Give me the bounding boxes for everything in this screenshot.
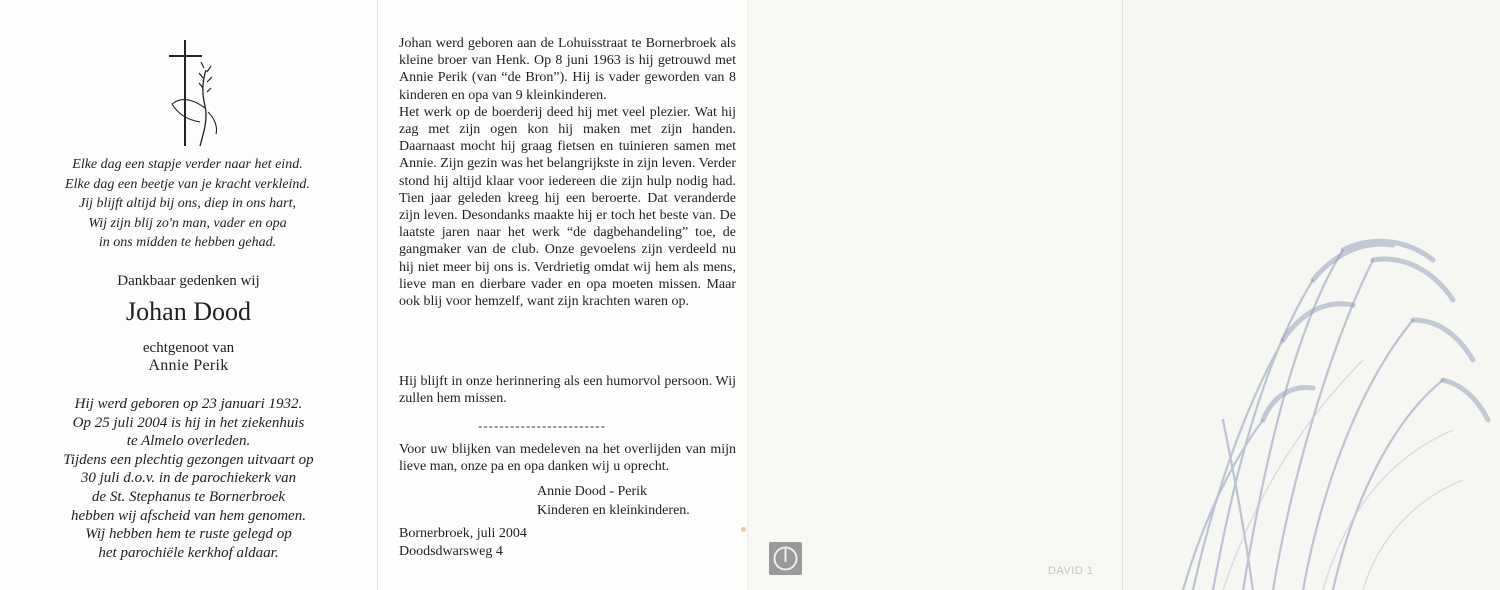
- story-panel: [377, 0, 748, 590]
- life-story: [399, 35, 736, 310]
- bio-line: hebben wij afscheid van hem genomen.: [71, 507, 306, 524]
- bio-line: de St. Stephanus te Bornerbroek: [91, 488, 286, 505]
- place-and-address: [399, 525, 527, 561]
- poem-line: Elke dag een stapje verder naar het eind.: [72, 157, 303, 172]
- blank-back-panel: [747, 0, 1123, 590]
- place-date: Bornerbroek, juli 2004: [399, 526, 527, 541]
- thank-you-note: [399, 441, 736, 475]
- closing-remark: [399, 373, 736, 407]
- bio-line: Op 25 juli 2004 is hij in het ziekenhuis: [72, 414, 305, 431]
- bio-line: Wij hebben hem te ruste gelegd op: [85, 526, 292, 543]
- biography: [30, 395, 347, 562]
- spouse-label: echtgenoot van: [142, 340, 235, 356]
- spouse-name: Annie Perik: [148, 357, 229, 374]
- story-paragraph: Het werk op de boerderij deed hij met veel plezier. Wat hij zag met zijn ogen kon hij maken met zijn handen. Daarnaast mocht hij graag fietsen en tuinieren samen met Annie. Zijn gezin was het belangrijkste in zijn leven. Verder stond hij altijd klaar voor iedereen die zijn hulp nodig had. Tien jaar geleden kreeg hij een beroerte. Dat veranderde zijn leven. Desondanks maakte hij er toch het beste van. De laatste jaren naar het werk “de dagbehandeling” toe, de gangmaker van de club. Onze gevoelens zijn verdeeld nu hij niet meer bij ons is. Verdrietig omdat wij hem als mens, lieve man en dierbare vader en opa moeten missen. Maar ook blij voor hemzelf, want zijn krachten waren op.: [399, 104, 736, 310]
- left-panel: [0, 0, 377, 590]
- address: Doodsdwarsweg 4: [399, 544, 503, 559]
- poem: [20, 155, 355, 253]
- thanks-heading: Dankbaar gedenken wij: [117, 273, 260, 289]
- poem-line: Jij blijft altijd bij ons, diep in ons hart,: [78, 196, 296, 212]
- deceased-name: Johan Dood: [126, 297, 251, 326]
- signature: [537, 482, 690, 520]
- story-paragraph: Hij blijft in onze herinnering als een humorvol persoon. Wij zullen hem missen.: [399, 374, 736, 407]
- bio-line: te Almelo overleden.: [126, 433, 251, 450]
- story-paragraph: Voor uw blijken van medeleven na het overlijden van mijn lieve man, onze pa en opa danken wij u oprecht.: [399, 442, 736, 475]
- cover-panel: [1122, 0, 1500, 590]
- grass-illustration: [1123, 0, 1500, 590]
- bio-line: Hij werd geboren op 23 januari 1932.: [74, 396, 303, 412]
- poem-line: in ons midden te hebben gehad.: [98, 235, 277, 251]
- dashed-divider: ------------------------: [478, 418, 606, 433]
- bio-line: 30 juli d.o.v. in de parochiekerk van: [80, 470, 297, 487]
- paper-speck: [741, 527, 746, 532]
- bio-line: Tijdens een plechtig gezongen uitvaart op: [63, 451, 314, 468]
- poem-line: Elke dag een beetje van je kracht verkleind.: [65, 176, 310, 192]
- signature-line: Kinderen en kleinkinderen.: [537, 503, 690, 518]
- bio-line: het parochiële kerkhof aldaar.: [98, 544, 279, 561]
- poem-line: Wij zijn blij zo'n man, vader en opa: [88, 215, 287, 231]
- signature-line: Annie Dood - Perik: [537, 484, 648, 499]
- story-paragraph: Johan werd geboren aan de Lohuisstraat te Bornerbroek als kleine broer van Henk. Op 8 juni 1963 is hij getrouwd met Annie Perik (van “de Bron”). Hij is vader geworden van 8 kinderen en opa van 9 kleinkinderen.: [399, 36, 736, 103]
- print-code: DAVID 1: [1048, 565, 1094, 577]
- printer-logo-icon: [769, 542, 802, 575]
- cross-with-wheat-icon: [164, 38, 222, 148]
